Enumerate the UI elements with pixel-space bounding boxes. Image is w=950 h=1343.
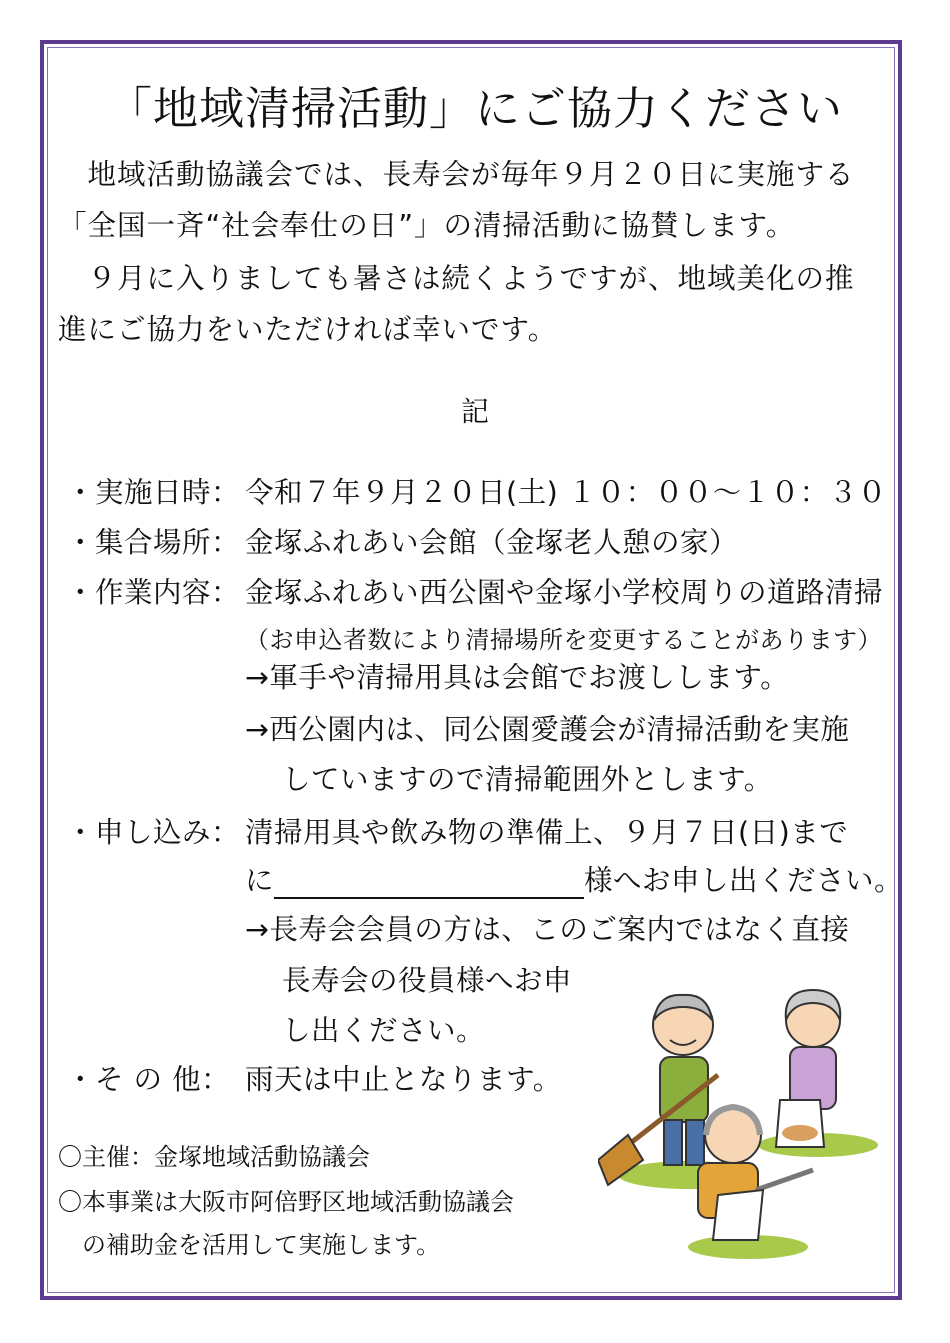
- man-with-broom: [598, 995, 718, 1185]
- ki-heading: 記: [460, 395, 489, 428]
- apply-line-2: [245, 858, 903, 899]
- sponsor-line: 〇主催：金塚地域活動協議会: [58, 1143, 370, 1171]
- intro-line-2: 「全国一斉“社会奉仕の日”」の清掃活動に協賛します。: [58, 209, 796, 242]
- apply-arrow-2: 長寿会の役員様へお申: [282, 964, 573, 997]
- grant-line-1: 〇本事業は大阪市阿倍野区地域活動協議会: [58, 1188, 514, 1216]
- cleaning-elders-illustration: [598, 985, 888, 1265]
- other-label: ・そ の 他：: [66, 1063, 231, 1096]
- date-value: 令和７年９月２０日(土) １０：００～１０：３０: [245, 476, 887, 509]
- work-arrow-1: →軍手や清掃用具は会館でお渡しします。: [245, 661, 790, 694]
- intro-line-1: 地域活動協議会では、長寿会が毎年９月２０日に実施する: [58, 158, 855, 191]
- work-arrow-2b: していますので清掃範囲外とします。: [282, 763, 773, 796]
- apply-arrow-1: →長寿会会員の方は、このご案内ではなく直接: [245, 913, 850, 946]
- date-label: ・実施日時：: [66, 476, 241, 509]
- apply-label: ・申し込み：: [66, 816, 241, 849]
- woman-with-bag: [776, 990, 840, 1147]
- page-title: 「地域清掃活動」にご協力ください: [106, 82, 843, 135]
- apply-line-2-suffix: 様へお申し出ください。: [584, 864, 904, 897]
- intro-line-3: ９月に入りましても暑さは続くようですが、地域美化の推: [58, 262, 855, 295]
- other-value: 雨天は中止となります。: [245, 1063, 562, 1096]
- work-arrow-2a: →西公園内は、同公園愛護会が清掃活動を実施: [245, 713, 850, 746]
- intro-line-4: 進にご協力をいただければ幸いです。: [58, 313, 558, 346]
- place-value: 金塚ふれあい会館（金塚老人憩の家）: [245, 526, 739, 559]
- grant-line-2: の補助金を活用して実施します。: [58, 1231, 441, 1259]
- apply-line-2-prefix: に: [245, 864, 275, 897]
- apply-arrow-3: し出ください。: [282, 1014, 486, 1047]
- apply-value: 清掃用具や飲み物の準備上、９月７日(日)まで: [245, 816, 849, 849]
- work-label: ・作業内容：: [66, 576, 241, 609]
- work-value: 金塚ふれあい西公園や金塚小学校周りの道路清掃: [245, 576, 884, 609]
- place-label: ・集合場所：: [66, 526, 241, 559]
- work-note: （お申込者数により清掃場所を変更することがあります）: [245, 626, 882, 654]
- contact-name-blank: [274, 871, 584, 899]
